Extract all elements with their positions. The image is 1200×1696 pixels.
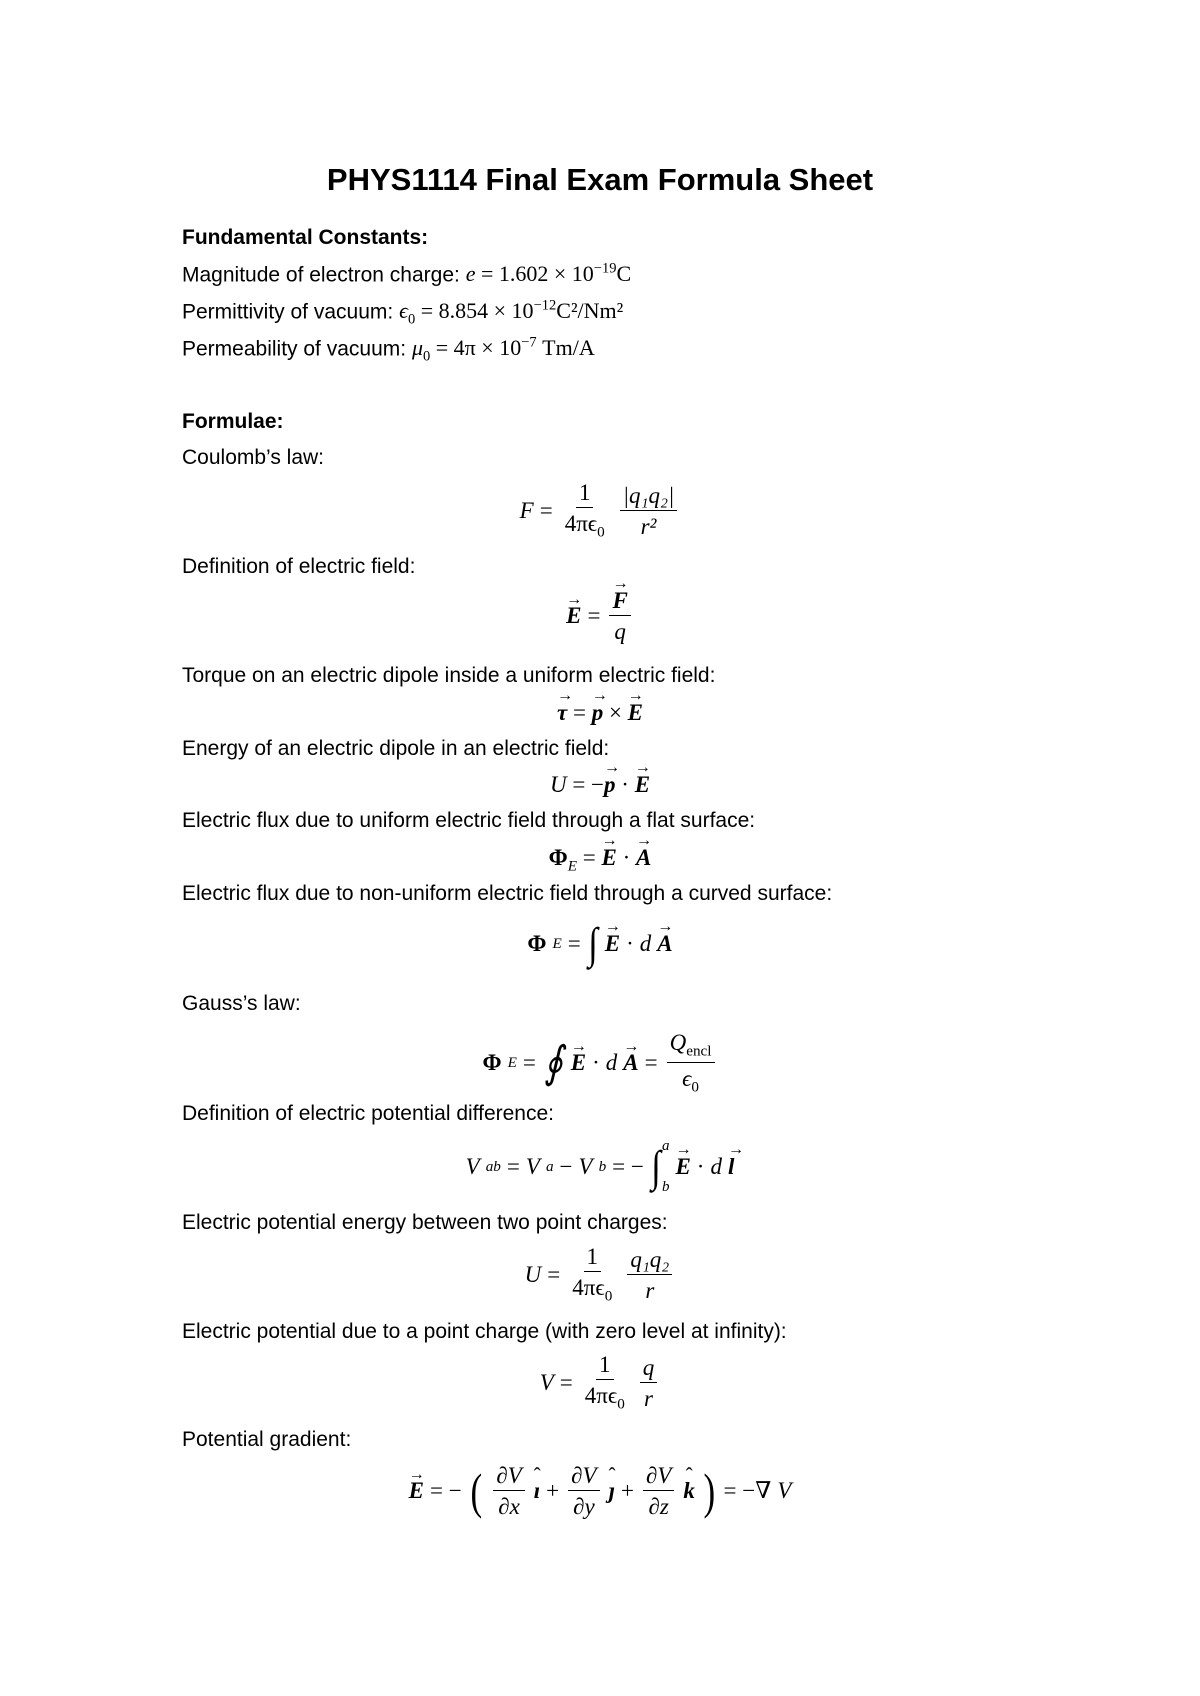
- formula-label-potential-difference: Definition of electric potential difference:: [182, 1102, 554, 1125]
- constant-expression: $e = 1.602 \times 10^{-19}C$: [465, 261, 632, 287]
- formula-potential-energy: U = $\frac{1}{4\pi\epsilon_0}$ $\frac{\text{q₁q₂}}{r}$: [0, 1244, 1200, 1306]
- formula-label-coulomb: Coulomb’s law:: [182, 446, 325, 469]
- formula-label-potential-gradient: Potential gradient:: [182, 1428, 352, 1451]
- constant-label: Magnitude of electron charge:: [182, 263, 460, 287]
- formula-point-potential: V = $\frac{1}{4\pi\epsilon_0}$ $\frac{q}{r}$: [0, 1352, 1200, 1414]
- formula-label-dipole-energy: Energy of an electric dipole in an electric field:: [182, 737, 610, 760]
- constant-electron-charge: [182, 261, 631, 287]
- constant-permittivity: [182, 298, 623, 329]
- formula-label-electric-field: Definition of electric field:: [182, 555, 416, 578]
- formula-gauss: Φ E = ∮ → E · d → A = $\frac{Q_{encl}}{\epsilon_0}$: [0, 1030, 1200, 1097]
- formula-torque: → τ = → p × → E: [0, 700, 1200, 726]
- formula-coulomb: F = $\frac{1}{4\pi\epsilon_0}$ $\frac{\text{|q₁q₂|}}{\text{r²}}$: [0, 480, 1200, 542]
- formula-label-torque: Torque on an electric dipole inside a uniform electric field:: [182, 664, 716, 687]
- formulae-heading: Formulae:: [182, 410, 284, 433]
- constant-permeability: [182, 335, 595, 366]
- formula-dipole-energy: U = −→ p · → E: [0, 772, 1200, 798]
- formula-potential-difference: V ab = V a − V b = − ∫ a b → E · d → l: [0, 1138, 1200, 1196]
- page-title: PHYS1114 Final Exam Formula Sheet: [326, 162, 874, 197]
- formula-electric-field: → E = → $\frac{F}{q}$: [0, 588, 1200, 645]
- constant-label: Permeability of vacuum:: [182, 337, 407, 361]
- formula-potential-gradient: → E = − ( $\frac{\partial V}{\partial x}$ ˆ ı + $\frac{\partial V}{\partial y}$ ˆ ȷ + $\frac{\partial V}{\partial z}$ ˆ k ) = −∇ V: [0, 1463, 1200, 1520]
- formula-label-potential-energy: Electric potential energy between two point charges:: [182, 1211, 668, 1234]
- formula-label-gauss: Gauss’s law:: [182, 992, 301, 1015]
- formula-label-flux-uniform: Electric flux due to uniform electric field through a flat surface:: [182, 809, 756, 832]
- formula-label-flux-nonuniform: Electric flux due to non-uniform electric field through a curved surface:: [182, 882, 833, 905]
- formula-label-point-potential: Electric potential due to a point charge (with zero level at infinity):: [182, 1320, 787, 1343]
- constant-expression: $\epsilon_0 = 8.854 \times 10^{-12}C^2/Nm^2$: [399, 298, 624, 328]
- constants-heading: Fundamental Constants:: [182, 226, 429, 249]
- constant-expression: $\mu_0 = 4\pi \times 10^{-7}$ Tm/A: [411, 335, 595, 365]
- formula-flux-uniform: $\Phi_E$ = → E · → A: [0, 845, 1200, 876]
- constant-label: Permittivity of vacuum:: [182, 300, 394, 324]
- formula-flux-nonuniform: Φ E = ∫ → E · d → A: [0, 922, 1200, 966]
